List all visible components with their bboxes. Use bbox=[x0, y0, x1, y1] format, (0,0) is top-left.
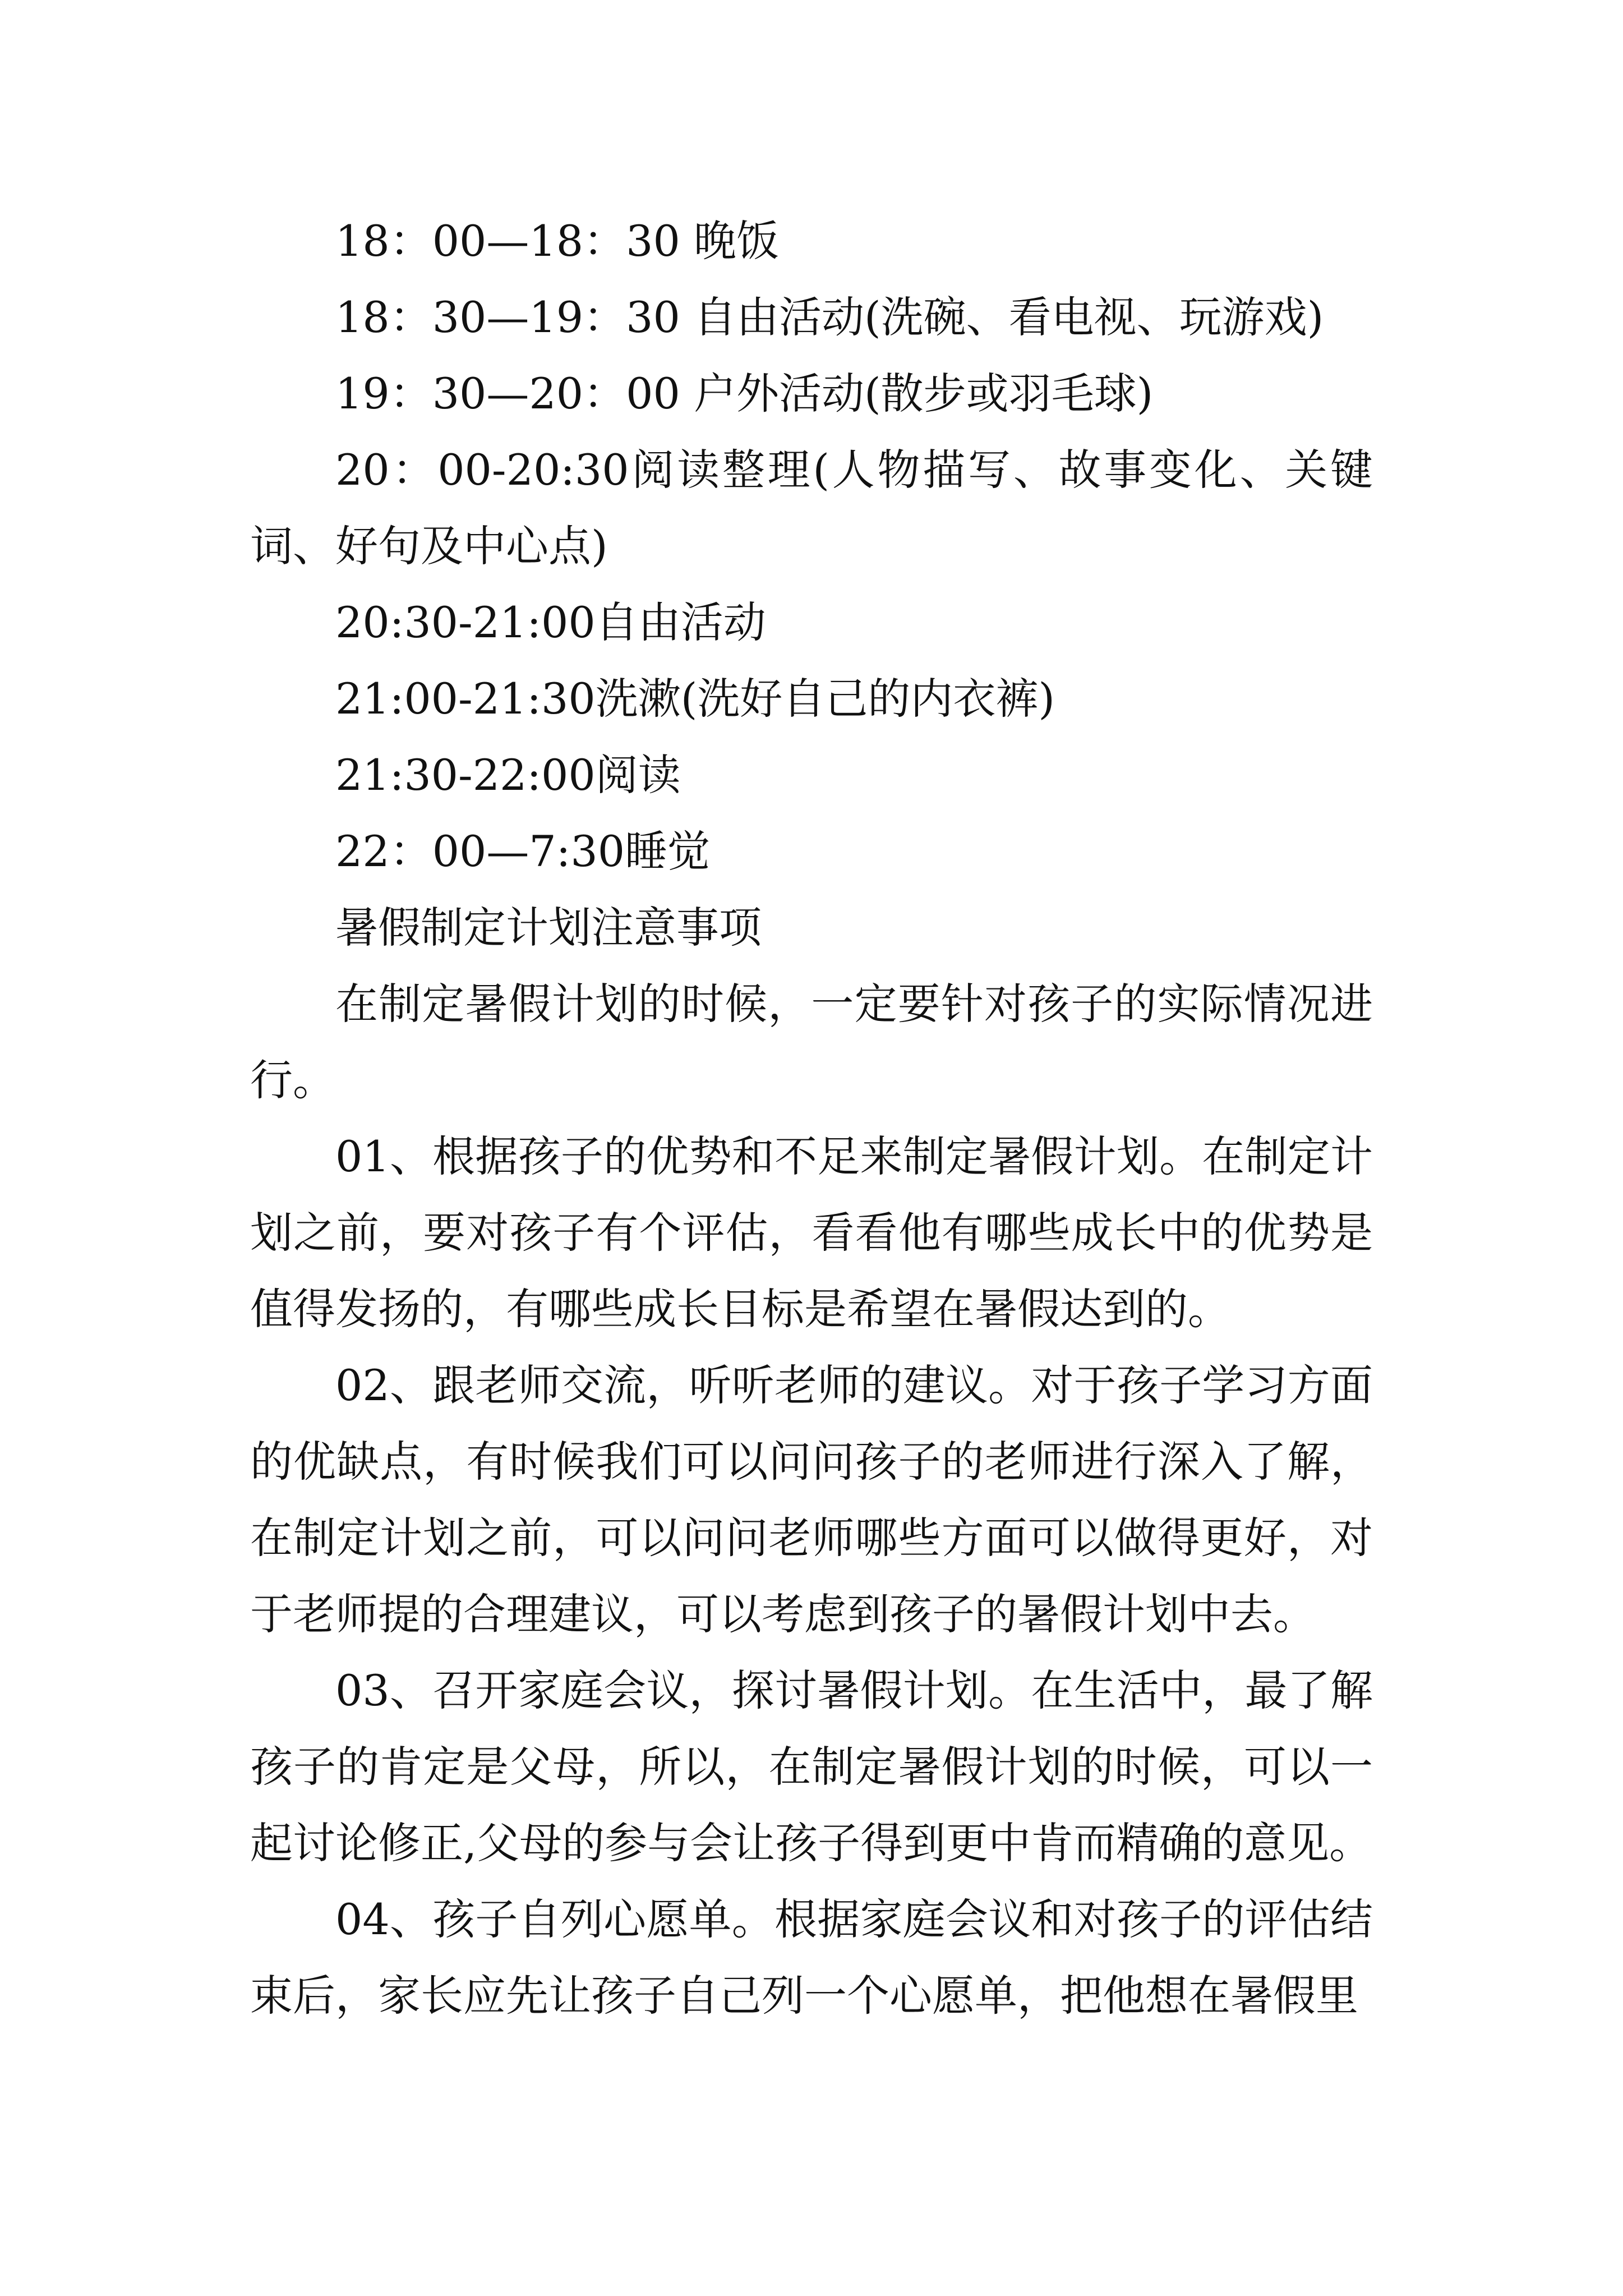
intro-paragraph: 在制定暑假计划的时候，一定要针对孩子的实际情况进行。 bbox=[250, 979, 1373, 1105]
schedule-item-free-time: 20:30-21:00自由活动 bbox=[335, 597, 766, 647]
schedule-item-outdoor: 19：30—20：00 户外活动(散步或羽毛球) bbox=[335, 369, 1154, 418]
schedule-item-sleep: 22：00—7:30睡觉 bbox=[335, 826, 711, 876]
document-page bbox=[250, 203, 1373, 2034]
schedule-item-reading: 21:30-22:00阅读 bbox=[335, 750, 681, 800]
point-paragraph-01: 01、根据孩子的优势和不足来制定暑假计划。在制定计划之前，要对孩子有个评估，看看他有哪些成长中的优势是值得发扬的，有哪些成长目标是希望在暑假达到的。 bbox=[250, 1131, 1373, 1334]
point-paragraph-04: 04、孩子自列心愿单。根据家庭会议和对孩子的评估结束后，家长应先让孩子自己列一个心愿单，把他想在暑假里 bbox=[250, 1894, 1373, 2021]
point-paragraph-02: 02、跟老师交流，听听老师的建议。对于孩子学习方面的优缺点，有时候我们可以问问孩子的老师进行深入了解，在制定计划之前，可以问问老师哪些方面可以做得更好，对于老师提的合理建议，可以考虑到孩子的暑假计划中去。 bbox=[250, 1360, 1373, 1639]
schedule-item-wash: 21:00-21:30洗漱(洗好自己的内衣裤) bbox=[335, 674, 1055, 724]
section-heading: 暑假制定计划注意事项 bbox=[335, 903, 762, 953]
schedule-item-free-activity: 18：30—19：30 自由活动(洗碗、看电视、玩游戏) bbox=[335, 292, 1324, 342]
schedule-item-dinner: 18：00—18：30 晚饭 bbox=[335, 216, 779, 266]
schedule-item-reading-notes: 20：00-20:30阅读整理(人物描写、故事变化、关键词、好句及中心点) bbox=[250, 445, 1373, 571]
point-paragraph-03: 03、召开家庭会议，探讨暑假计划。在生活中，最了解孩子的肯定是父母，所以，在制定暑假计划的时候，可以一起讨论修正,父母的参与会让孩子得到更中肯而精确的意见。 bbox=[250, 1665, 1373, 1868]
